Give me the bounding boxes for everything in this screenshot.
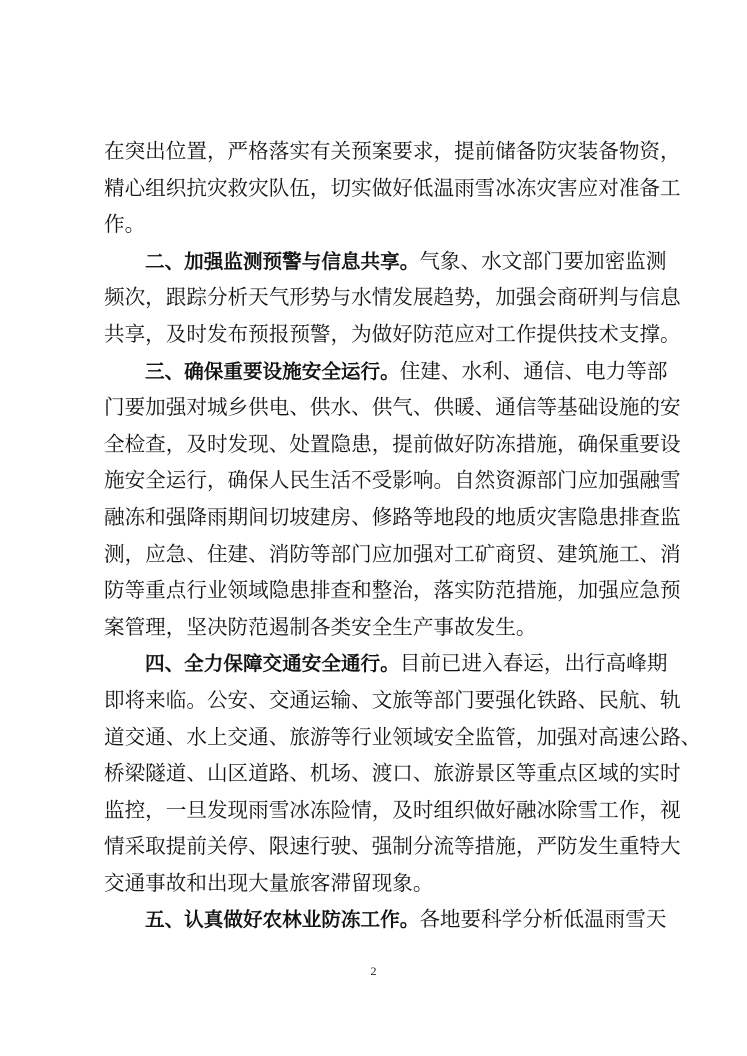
paragraph-section-5 [104, 901, 667, 938]
text-line: 融冻和强降雨期间切坡建房、修路等地段的地质灾害隐患排查监 [104, 504, 681, 529]
text-line [104, 645, 668, 682]
text-line [104, 243, 667, 280]
text-line: 频次，跟踪分析天气形势与水情发展趋势，加强会商研判与信息 [104, 285, 681, 310]
paragraph-section-4 [104, 645, 702, 901]
paragraph-intro [104, 133, 681, 243]
section-heading: 二、加强监测预警与信息共享。 [145, 249, 420, 273]
text-line: 共享，及时发布预报预警，为做好防范应对工作提供技术支撑。 [104, 321, 681, 346]
paragraph-section-3 [104, 353, 681, 646]
section-heading: 三、确保重要设施安全运行。 [145, 359, 400, 383]
text-line: 监控，一旦发现雨雪冰冻险情，及时组织做好融冰除雪工作，视 [104, 797, 681, 822]
text-line: 精心组织抗灾救灾队伍，切实做好低温雨雪冰冻灾害应对准备工 [104, 175, 681, 200]
section-text: 各地要科学分析低温雨雪天 [419, 907, 667, 932]
text-line: 道交通、水上交通、旅游等行业领域安全监管，加强对高速公路、 [104, 724, 702, 749]
document-page [104, 133, 702, 938]
text-line: 即将来临。公安、交通运输、文旅等部门要强化铁路、民航、轨 [104, 687, 681, 712]
text-line [104, 353, 668, 390]
text-line: 桥梁隧道、山区道路、机场、渡口、旅游景区等重点区域的实时 [104, 761, 681, 786]
text-line: 施安全运行，确保人民生活不受影响。自然资源部门应加强融雪 [104, 468, 681, 493]
text-line: 全检查，及时发现、处置隐患，提前做好防冻措施，确保重要设 [104, 431, 681, 456]
paragraph-section-2 [104, 243, 681, 353]
text-line: 交通事故和出现大量旅客滞留现象。 [104, 870, 434, 895]
text-line: 作。 [104, 212, 146, 237]
text-line: 门要加强对城乡供电、供水、供气、供暖、通信等基础设施的安 [104, 395, 681, 420]
page-number: 2 [370, 964, 377, 978]
text-line [104, 901, 667, 938]
section-heading: 四、全力保障交通安全通行。 [145, 652, 400, 676]
text-line: 防等重点行业领域隐患排查和整治，落实防范措施，加强应急预 [104, 578, 681, 603]
text-line: 测，应急、住建、消防等部门应加强对工矿商贸、建筑施工、消 [104, 541, 681, 566]
section-text: 住建、水利、通信、电力等部 [399, 358, 668, 383]
text-line: 案管理，坚决防范遏制各类安全生产事故发生。 [104, 614, 537, 639]
section-text: 目前已进入春运，出行高峰期 [399, 651, 668, 676]
section-heading: 五、认真做好农林业防冻工作。 [145, 908, 420, 932]
text-line: 情采取提前关停、限速行驶、强制分流等措施，严防发生重特大 [104, 834, 681, 859]
section-text: 气象、水文部门要加密监测 [419, 248, 667, 273]
text-line: 在突出位置，严格落实有关预案要求，提前储备防灾装备物资， [104, 139, 681, 163]
